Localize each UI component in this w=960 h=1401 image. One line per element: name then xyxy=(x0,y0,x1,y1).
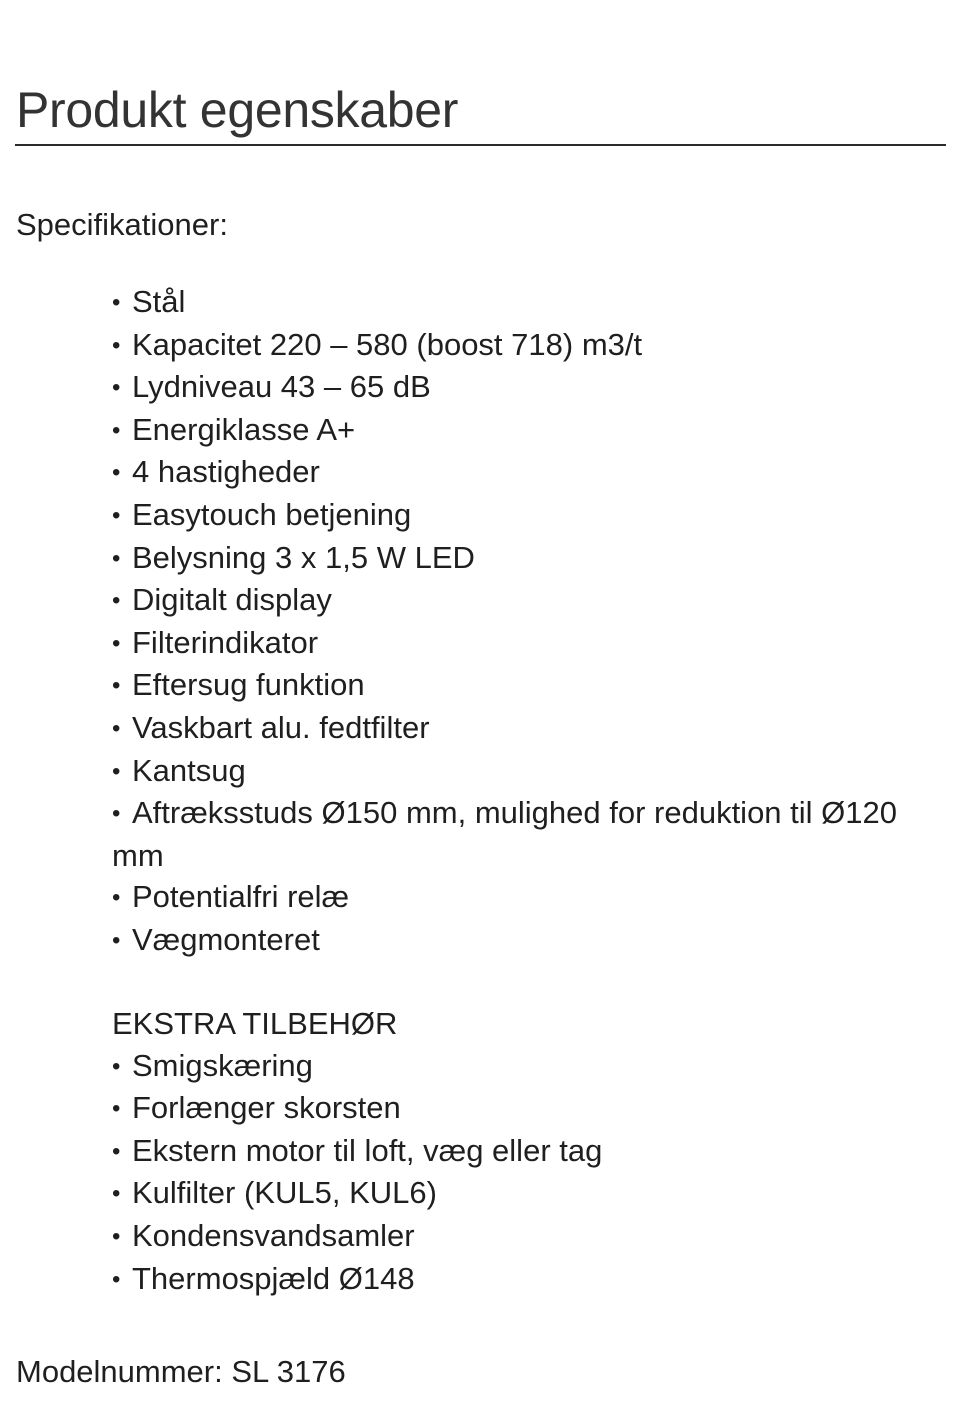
list-item-text: Kapacitet 220 – 580 (boost 718) m3/t xyxy=(132,326,643,362)
list-item xyxy=(112,579,932,622)
list-item-text: Belysning 3 x 1,5 W LED xyxy=(132,539,475,575)
specifications-list xyxy=(112,281,932,962)
model-number: Modelnummer: SL 3176 xyxy=(16,1354,346,1389)
list-item-text: Digitalt display xyxy=(132,582,332,618)
list-item-text: Vaskbart alu. fedtfilter xyxy=(132,709,430,745)
list-item xyxy=(112,664,932,707)
list-item xyxy=(112,876,932,919)
bullet-icon: • xyxy=(112,629,121,657)
list-item-text: Kulfilter (KUL5, KUL6) xyxy=(132,1175,437,1211)
list-item xyxy=(112,537,932,580)
specifications-heading: Specifikationer: xyxy=(16,207,228,242)
bullet-icon: • xyxy=(112,289,121,316)
list-item-text: Aftræksstuds Ø150 mm, mulighed for reduktion til Ø120 mm xyxy=(112,795,897,873)
bullet-icon: • xyxy=(112,416,121,444)
list-item-text: Energiklasse A+ xyxy=(132,411,356,447)
bullet-icon: • xyxy=(112,884,121,912)
bullet-icon: • xyxy=(112,714,121,742)
bullet-icon: • xyxy=(112,374,121,402)
list-item-text: Forlænger skorsten xyxy=(132,1090,401,1126)
list-item xyxy=(112,451,932,494)
list-item-text: Filterindikator xyxy=(132,624,319,660)
list-item xyxy=(112,1172,932,1215)
list-item xyxy=(112,494,932,537)
bullet-icon: • xyxy=(112,800,121,828)
list-item xyxy=(112,1045,932,1088)
list-item xyxy=(112,1087,932,1130)
bullet-icon: • xyxy=(112,587,121,615)
extra-accessories-list xyxy=(112,1045,932,1301)
list-item xyxy=(112,792,932,876)
list-item xyxy=(112,1130,932,1173)
list-item xyxy=(112,409,932,452)
bullet-icon: • xyxy=(112,1180,121,1208)
bullet-icon: • xyxy=(112,1095,121,1123)
list-item xyxy=(112,919,932,962)
bullet-icon: • xyxy=(112,1223,121,1251)
list-item-text: Thermospjæld Ø148 xyxy=(132,1260,415,1296)
list-item-text: Potentialfri relæ xyxy=(132,879,350,915)
page-title: Produkt egenskaber xyxy=(16,82,459,138)
list-item-text: Easytouch betjening xyxy=(132,496,412,532)
list-item xyxy=(112,366,932,409)
list-item xyxy=(112,1215,932,1258)
list-item xyxy=(112,1258,932,1301)
bullet-icon: • xyxy=(112,459,121,487)
list-item-text: Stål xyxy=(132,284,186,319)
list-item xyxy=(112,622,932,665)
list-item xyxy=(112,324,932,367)
list-item-text: Vægmonteret xyxy=(132,921,320,957)
bullet-icon: • xyxy=(112,1137,121,1165)
list-item-text: Lydniveau 43 – 65 dB xyxy=(132,369,431,405)
list-item-text: Kantsug xyxy=(132,752,246,788)
bullet-icon: • xyxy=(112,672,121,700)
bullet-icon: • xyxy=(112,331,121,359)
list-item-text: 4 hastigheder xyxy=(132,454,320,490)
bullet-icon: • xyxy=(112,1265,121,1293)
list-item-text: Smigskæring xyxy=(132,1047,313,1083)
bullet-icon: • xyxy=(112,544,121,572)
list-item xyxy=(112,750,932,793)
list-item xyxy=(112,707,932,750)
extra-accessories-heading: EKSTRA TILBEHØR xyxy=(112,1006,398,1042)
bullet-icon: • xyxy=(112,757,121,785)
title-divider xyxy=(15,144,946,146)
bullet-icon: • xyxy=(112,501,121,529)
bullet-icon: • xyxy=(112,1052,121,1080)
list-item-text: Eftersug funktion xyxy=(132,667,365,703)
specifications-block xyxy=(112,281,932,1300)
list-item-text: Ekstern motor til loft, væg eller tag xyxy=(132,1132,603,1168)
list-item xyxy=(112,281,932,324)
bullet-icon: • xyxy=(112,926,121,954)
list-item-text: Kondensvandsamler xyxy=(132,1218,415,1254)
